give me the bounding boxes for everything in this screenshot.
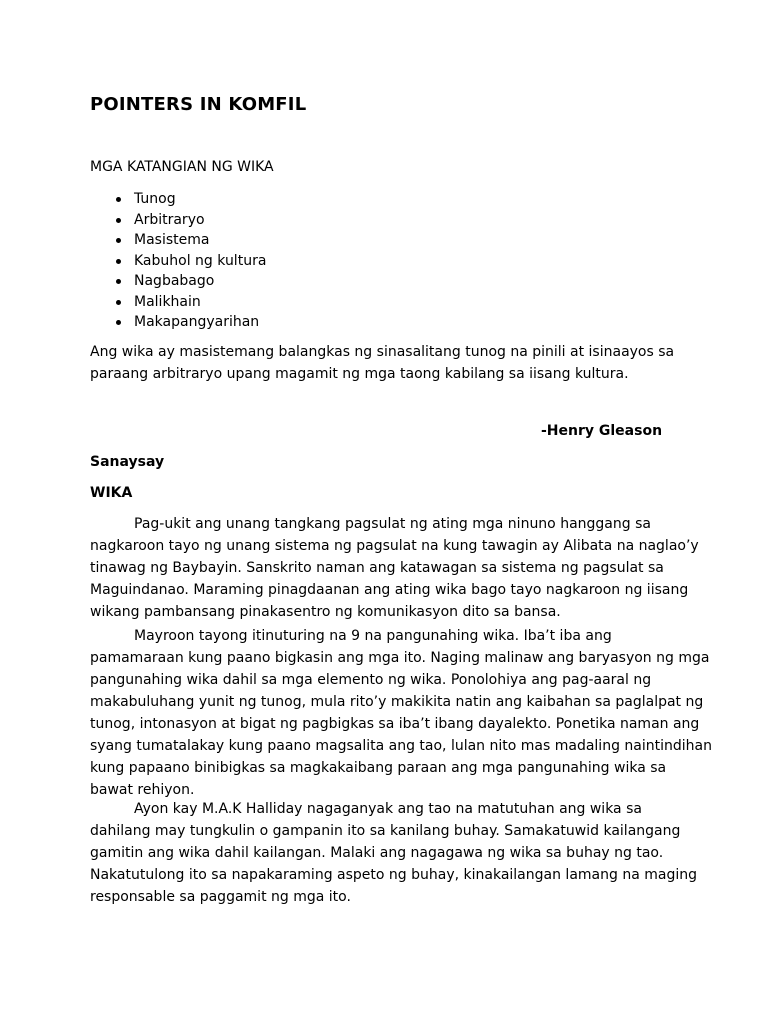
list-item-label: Malikhain xyxy=(134,293,201,310)
bullet-icon xyxy=(116,218,121,223)
paragraph-line: Nakatutulong ito sa napakaraming aspeto ng buhay, kinakailangan lamang na maging xyxy=(90,867,697,883)
list-item-label: Masistema xyxy=(134,232,210,248)
bullet-icon xyxy=(116,320,121,325)
paragraph-line: dahilang may tungkulin o gampanin ito sa kanilang buhay. Samakatuwid kailangang xyxy=(90,823,681,839)
paragraph-line: wikang pambansang pinakasentro ng komunikasyon dito sa bansa. xyxy=(90,604,561,620)
list-item-label: Kabuhol ng kultura xyxy=(134,252,267,269)
paragraph-line: syang tumatalakay kung paano magsalita ang tao, lulan nito mas madaling naintindihan xyxy=(90,738,712,754)
list-item-label: Makapangyarihan xyxy=(134,314,260,330)
paragraph-line: pamamaraan kung paano bigkasin ang mga ito. Naging malinaw ang baryasyon ng mga xyxy=(90,650,710,666)
paragraph-line: Ayon kay M.A.K Halliday nagaganyak ang tao na matutuhan ang wika sa xyxy=(134,801,642,817)
paragraph-line: tinawag ng Baybayin. Sanskrito naman ang katawagan sa sistema ng pagsulat sa xyxy=(90,560,664,576)
paragraph-line: bawat rehiyon. xyxy=(90,782,195,798)
bullet-icon xyxy=(116,279,121,284)
list-item xyxy=(90,189,266,210)
document-title: POINTERS IN KOMFIL xyxy=(90,94,307,115)
list-item xyxy=(90,251,266,272)
paragraph-line: pangunahing wika dahil sa mga elemento ng wika. Ponolohiya ang pag-aaral ng xyxy=(90,672,652,688)
bullet-icon xyxy=(116,238,121,243)
list-item xyxy=(90,230,266,251)
list-item xyxy=(90,292,266,313)
paragraph-line: paraang arbitraryo upang magamit ng mga taong kabilang sa iisang kultura. xyxy=(90,366,629,382)
essay-paragraph-3 xyxy=(90,798,697,908)
paragraph-line: Mayroon tayong itinuturing na 9 na pangunahing wika. Iba’t iba ang xyxy=(134,628,612,644)
attribution: -Henry Gleason xyxy=(541,423,663,439)
list-item xyxy=(90,271,266,292)
essay-paragraph-2 xyxy=(90,625,712,801)
bullet-icon xyxy=(116,259,121,264)
bullet-icon xyxy=(116,300,121,305)
definition-paragraph xyxy=(90,341,690,385)
paragraph-line: Maguindanao. Maraming pinagdaanan ang ating wika bago tayo nagkaroon ng iisang xyxy=(90,582,689,598)
essay-title: WIKA xyxy=(90,485,133,501)
bullet-icon xyxy=(116,197,121,202)
list-item xyxy=(90,312,266,333)
paragraph-line: nagkaroon tayo ng unang sistema ng pagsulat na kung tawagin ay Alibata na naglao’y xyxy=(90,538,699,554)
essay-label: Sanaysay xyxy=(90,454,165,470)
list-item-label: Nagbabago xyxy=(134,273,215,289)
paragraph-line: Ang wika ay masistemang balangkas ng sinasalitang tunog na pinili at isinaayos sa xyxy=(90,344,675,360)
essay-paragraph-1 xyxy=(90,513,699,623)
paragraph-line: gamitin ang wika dahil kailangan. Malaki ang nagagawa ng wika sa buhay ng tao. xyxy=(90,845,664,861)
section-heading: MGA KATANGIAN NG WIKA xyxy=(90,159,274,175)
paragraph-line: tunog, intonasyon at bigat ng pagbigkas sa iba’t ibang dayalekto. Ponetika naman ang xyxy=(90,716,700,732)
paragraph-line: Pag-ukit ang unang tangkang pagsulat ng ating mga ninuno hanggang sa xyxy=(134,516,651,532)
paragraph-line: responsable sa paggamit ng mga ito. xyxy=(90,889,351,905)
paragraph-line: kung papaano binibigkas sa magkakaibang paraan ang mga pangunahing wika sa xyxy=(90,760,667,776)
paragraph-line: makabuluhang yunit ng tunog, mula rito’y makikita natin ang kaibahan sa paglalpat ng xyxy=(90,694,704,710)
list-item-label: Arbitraryo xyxy=(134,211,205,228)
characteristics-list xyxy=(90,189,266,333)
list-item-label: Tunog xyxy=(134,191,176,207)
list-item xyxy=(90,210,266,231)
